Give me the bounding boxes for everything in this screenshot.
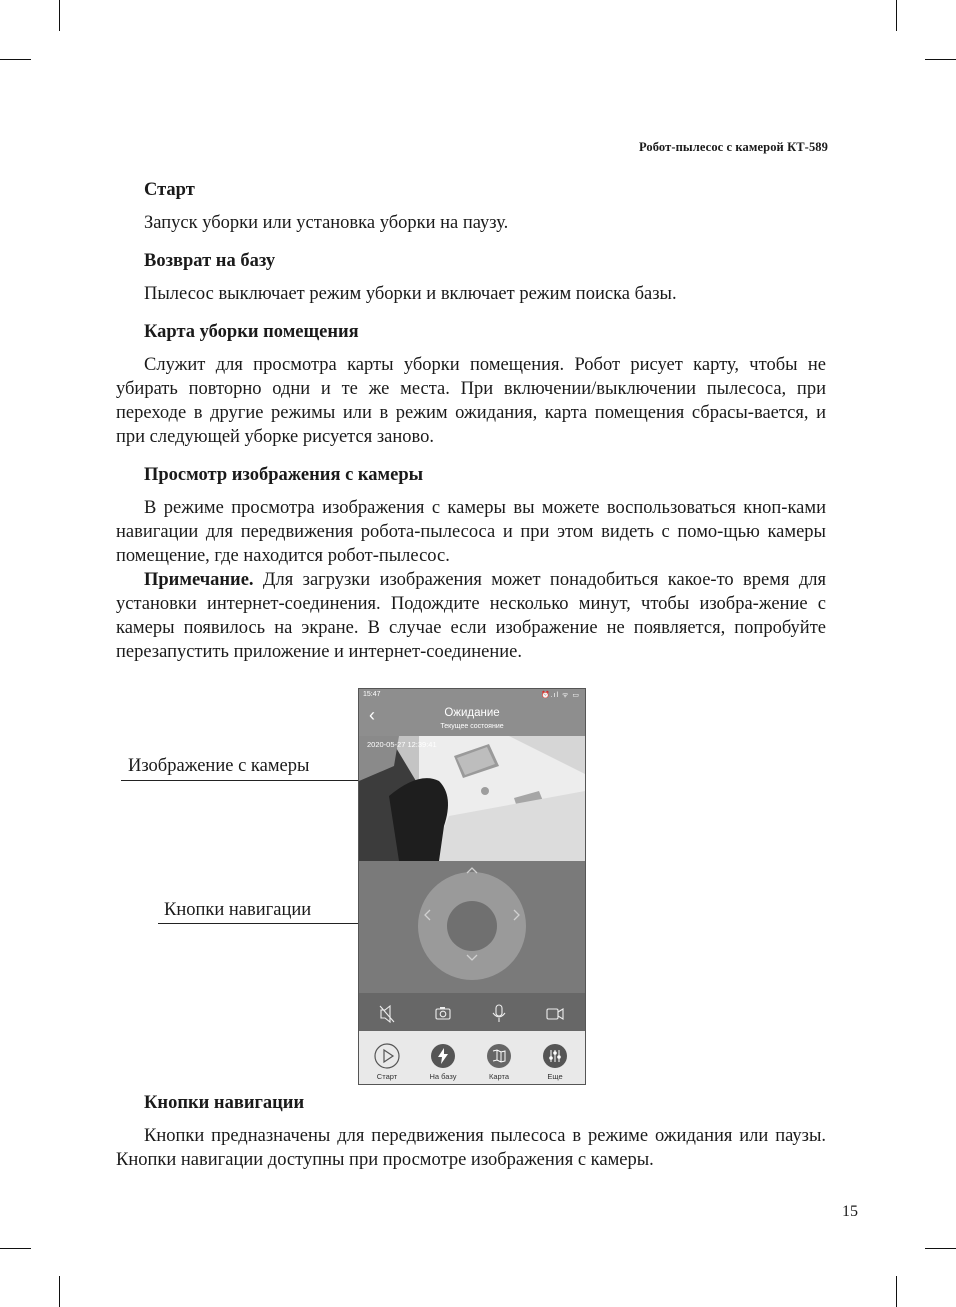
nav-more-button[interactable] — [527, 1031, 583, 1084]
callout-nav: Кнопки навигации — [164, 900, 312, 920]
nav-down-icon[interactable] — [463, 949, 481, 967]
nav-home-button[interactable] — [415, 1031, 471, 1084]
final-section — [116, 1091, 826, 1172]
section-heading: Кнопки навигации — [144, 1093, 305, 1113]
crop-mark — [59, 0, 60, 31]
section-heading: Просмотр изображения с камеры — [144, 465, 424, 485]
crop-mark — [896, 0, 897, 31]
screen-title: Ожидание — [444, 707, 500, 719]
nav-label: Еще — [547, 1072, 563, 1081]
video-icon[interactable] — [527, 999, 583, 1029]
crop-mark — [925, 1248, 956, 1249]
nav-right-icon[interactable] — [508, 906, 526, 924]
crop-mark — [59, 1276, 60, 1307]
crop-mark — [925, 59, 956, 60]
nav-left-icon[interactable] — [418, 906, 436, 924]
camera-timestamp: 2020-05-27 12:39:41 — [367, 740, 437, 749]
note-label: Примечание. — [144, 570, 254, 590]
crop-mark — [0, 59, 31, 60]
screen-subtitle: Текущее состояние — [440, 723, 504, 730]
crop-mark — [896, 1276, 897, 1307]
note-text: Для загрузки изображения может понадобиться какое-то время для установки интернет-соединения. Подождите несколько минут, чтобы изобра-жение с камеры появилось на экране. В случае если изображение не появляется, попробуйте перезапустить приложение и интернет-соединение. — [116, 570, 826, 662]
microphone-icon[interactable] — [471, 999, 527, 1029]
app-screenshot — [358, 688, 586, 1085]
crop-mark — [0, 1248, 31, 1249]
back-icon[interactable]: ‹ — [369, 705, 375, 725]
nav-start-button[interactable] — [359, 1031, 415, 1084]
lightning-icon — [430, 1043, 456, 1069]
callout-camera: Изображение с камеры — [128, 756, 310, 776]
camera-toolbar — [359, 993, 585, 1031]
navigation-pad-area — [359, 861, 585, 993]
section-heading: Карта уборки помещения — [144, 322, 359, 342]
status-icons: ⏰.ıl ᯤ ▭ — [540, 692, 580, 699]
mute-icon[interactable] — [359, 999, 415, 1029]
play-icon — [374, 1043, 400, 1069]
paragraph: В режиме просмотра изображения с камеры вы можете воспользоваться кноп-ками навигации для передвижения робота-пылесоса и при этом видеть с помо-щью камеры помещение, где находится робот-пылесос. — [116, 498, 826, 566]
paragraph: Служит для просмотра карты уборки помещения. Робот рисует карту, чтобы не убирать повторно одни и те же места. При включении/выключении пылесоса, при переходе в другие режимы или в режим ожидания, карта помещения сбрасы-вается, и при следующей уборке рисуется заново. — [116, 355, 826, 447]
nav-label: Карта — [488, 1072, 510, 1081]
map-icon — [486, 1043, 512, 1069]
paragraph: Пылесос выключает режим уборки и включает режим поиска базы. — [144, 284, 677, 304]
page-number: 15 — [842, 1203, 858, 1220]
paragraph: Запуск уборки или установка уборки на паузу. — [144, 213, 509, 233]
camera-icon[interactable] — [415, 999, 471, 1029]
paragraph: Кнопки предназначены для передвижения пылесоса в режиме ожидания или паузы. Кнопки навигации доступны при просмотре изображения с камеры. — [116, 1126, 826, 1170]
nav-up-icon[interactable] — [463, 861, 481, 879]
navigation-pad — [359, 861, 585, 993]
nav-label: На базу — [429, 1072, 457, 1081]
bottom-nav — [359, 1031, 585, 1084]
camera-view — [359, 736, 585, 861]
section-heading: Старт — [144, 180, 195, 200]
app-header — [359, 689, 585, 736]
nav-label: Старт — [376, 1072, 398, 1081]
page-body — [116, 178, 826, 664]
note-paragraph — [116, 568, 826, 664]
status-time: 15:47 — [363, 691, 381, 698]
sliders-icon — [542, 1043, 568, 1069]
camera-image — [359, 736, 585, 861]
section-heading: Возврат на базу — [144, 251, 276, 271]
nav-map-button[interactable] — [471, 1031, 527, 1084]
running-header: Робот-пылесос с камерой КТ-589 — [638, 140, 828, 154]
